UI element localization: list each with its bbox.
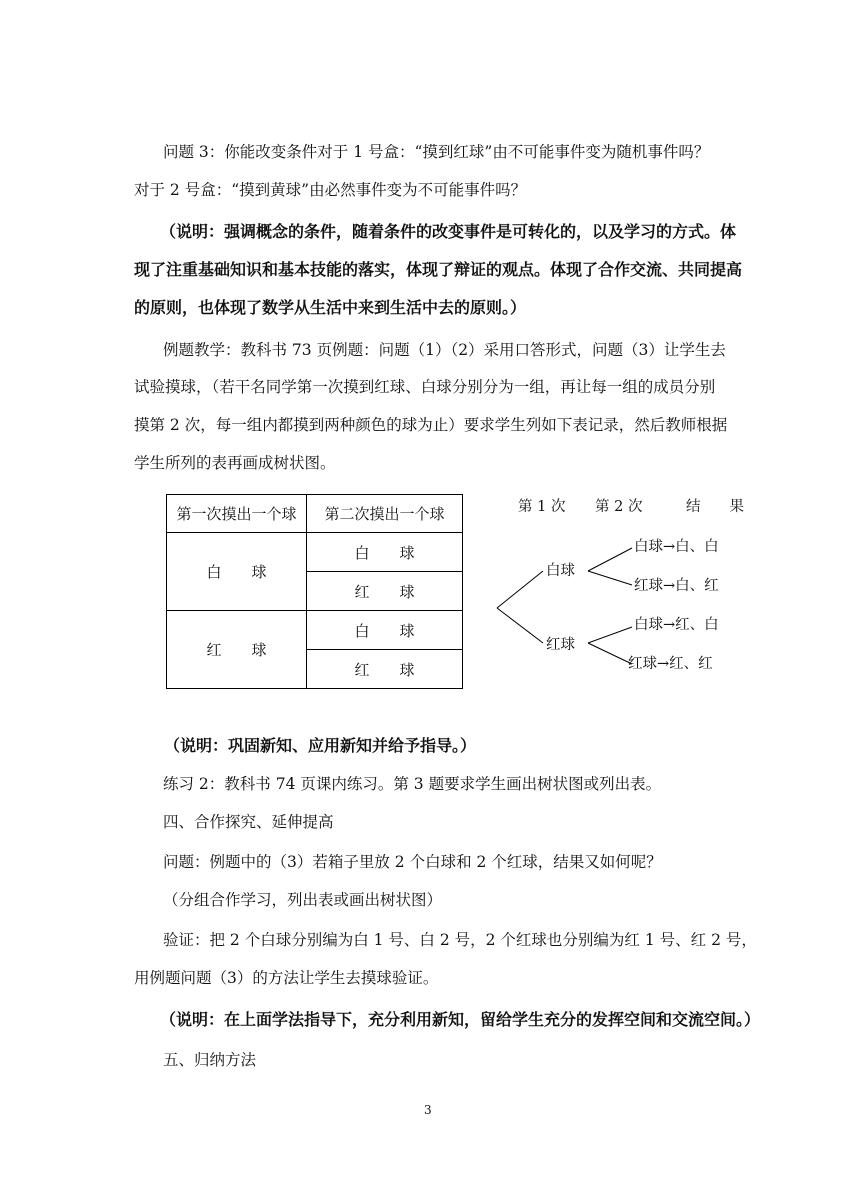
note-3: （说明：在上面学法指导下，充分利用新知，留给学生充分的发挥空间和交流空间。） bbox=[160, 1010, 761, 1029]
tree-leaf-4: 红球→红、红 bbox=[628, 656, 713, 672]
tree-leaf-1: 白球→白、白 bbox=[634, 539, 719, 555]
example-line-4: 学生所列的表再画成树状图。 bbox=[134, 454, 336, 472]
problem-text: 问题：例题中的（3）若箱子里放 2 个白球和 2 个红球，结果又如何呢？ bbox=[163, 853, 662, 871]
question-3-line-1: 问题 3：你能改变条件对于 1 号盒：“摸到红球”由不可能事件变为随机事件吗？ bbox=[163, 143, 710, 161]
tree-node-red: 红球 bbox=[546, 637, 575, 653]
note-2: （说明：巩固新知、应用新知并给予指导。） bbox=[164, 736, 477, 755]
verify-line-1: 验证：把 2 个白球分别编为白 1 号、白 2 号，2 个红球也分别编为红 1 号、红 2 号， bbox=[163, 931, 757, 949]
example-line-1: 例题教学：教科书 73 页例题：问题（1）（2）采用口答形式，问题（3）让学生去 bbox=[163, 341, 726, 359]
branch-root-red bbox=[497, 608, 543, 643]
example-line-3: 摸第 2 次，每一组内都摸到两种颜色的球为止）要求学生列如下表记录，然后教师根据 bbox=[134, 416, 728, 434]
table-cell-second-2: 红 球 bbox=[307, 572, 463, 611]
practice-2: 练习 2：教科书 74 页课内练习。第 3 题要求学生画出树状图或列出表。 bbox=[163, 775, 662, 793]
table-header-first-draw: 第一次摸出一个球 bbox=[167, 495, 307, 533]
table-cell-second-3: 白 球 bbox=[307, 611, 463, 650]
tree-header-second: 第 2 次 bbox=[595, 499, 643, 515]
branch-root-white bbox=[497, 571, 543, 608]
branch-white-red bbox=[588, 571, 632, 585]
table-header-second-draw: 第二次摸出一个球 bbox=[307, 495, 463, 533]
tree-leaf-2: 红球→白、红 bbox=[634, 578, 719, 594]
section-4-heading: 四、合作探究、延伸提高 bbox=[163, 813, 334, 831]
group-note: （分组合作学习，列出表或画出树状图） bbox=[163, 891, 443, 909]
tree-leaf-3: 白球→红、白 bbox=[634, 617, 719, 633]
note-1-line-3: 的原则，也体现了数学从生活中来到生活中去的原则。） bbox=[134, 298, 527, 317]
table-cell-second-4: 红 球 bbox=[307, 650, 463, 689]
note-1-line-2: 现了注重基础知识和基本技能的落实，体现了辩证的观点。体现了合作交流、共同提高 bbox=[134, 260, 743, 279]
branch-red-white bbox=[588, 627, 632, 643]
example-line-2: 试验摸球，（若干名同学第一次摸到红球、白球分别分为一组，再让每一组的成员分别 bbox=[134, 378, 716, 396]
section-5-heading: 五、归纳方法 bbox=[163, 1051, 257, 1069]
tree-node-white: 白球 bbox=[546, 563, 575, 579]
table-cell-first-red: 红 球 bbox=[167, 611, 307, 689]
table-cell-first-white: 白 球 bbox=[167, 533, 307, 611]
question-3-line-2: 对于 2 号盒：“摸到黄球”由必然事件变为不可能事件吗？ bbox=[134, 181, 527, 199]
page-number: 3 bbox=[424, 1103, 432, 1117]
branch-red-red bbox=[588, 643, 632, 664]
table-cell-second-1: 白 球 bbox=[307, 533, 463, 572]
note-1-line-1: （说明：强调概念的条件，随着条件的改变事件是可转化的，以及学习的方式。体 bbox=[160, 222, 737, 241]
verify-line-2: 用例题问题（3）的方法让学生去摸球验证。 bbox=[134, 969, 439, 987]
tree-header-first: 第 1 次 bbox=[518, 499, 566, 515]
branch-white-white bbox=[588, 548, 632, 571]
tree-header-result: 结 果 bbox=[686, 499, 744, 515]
